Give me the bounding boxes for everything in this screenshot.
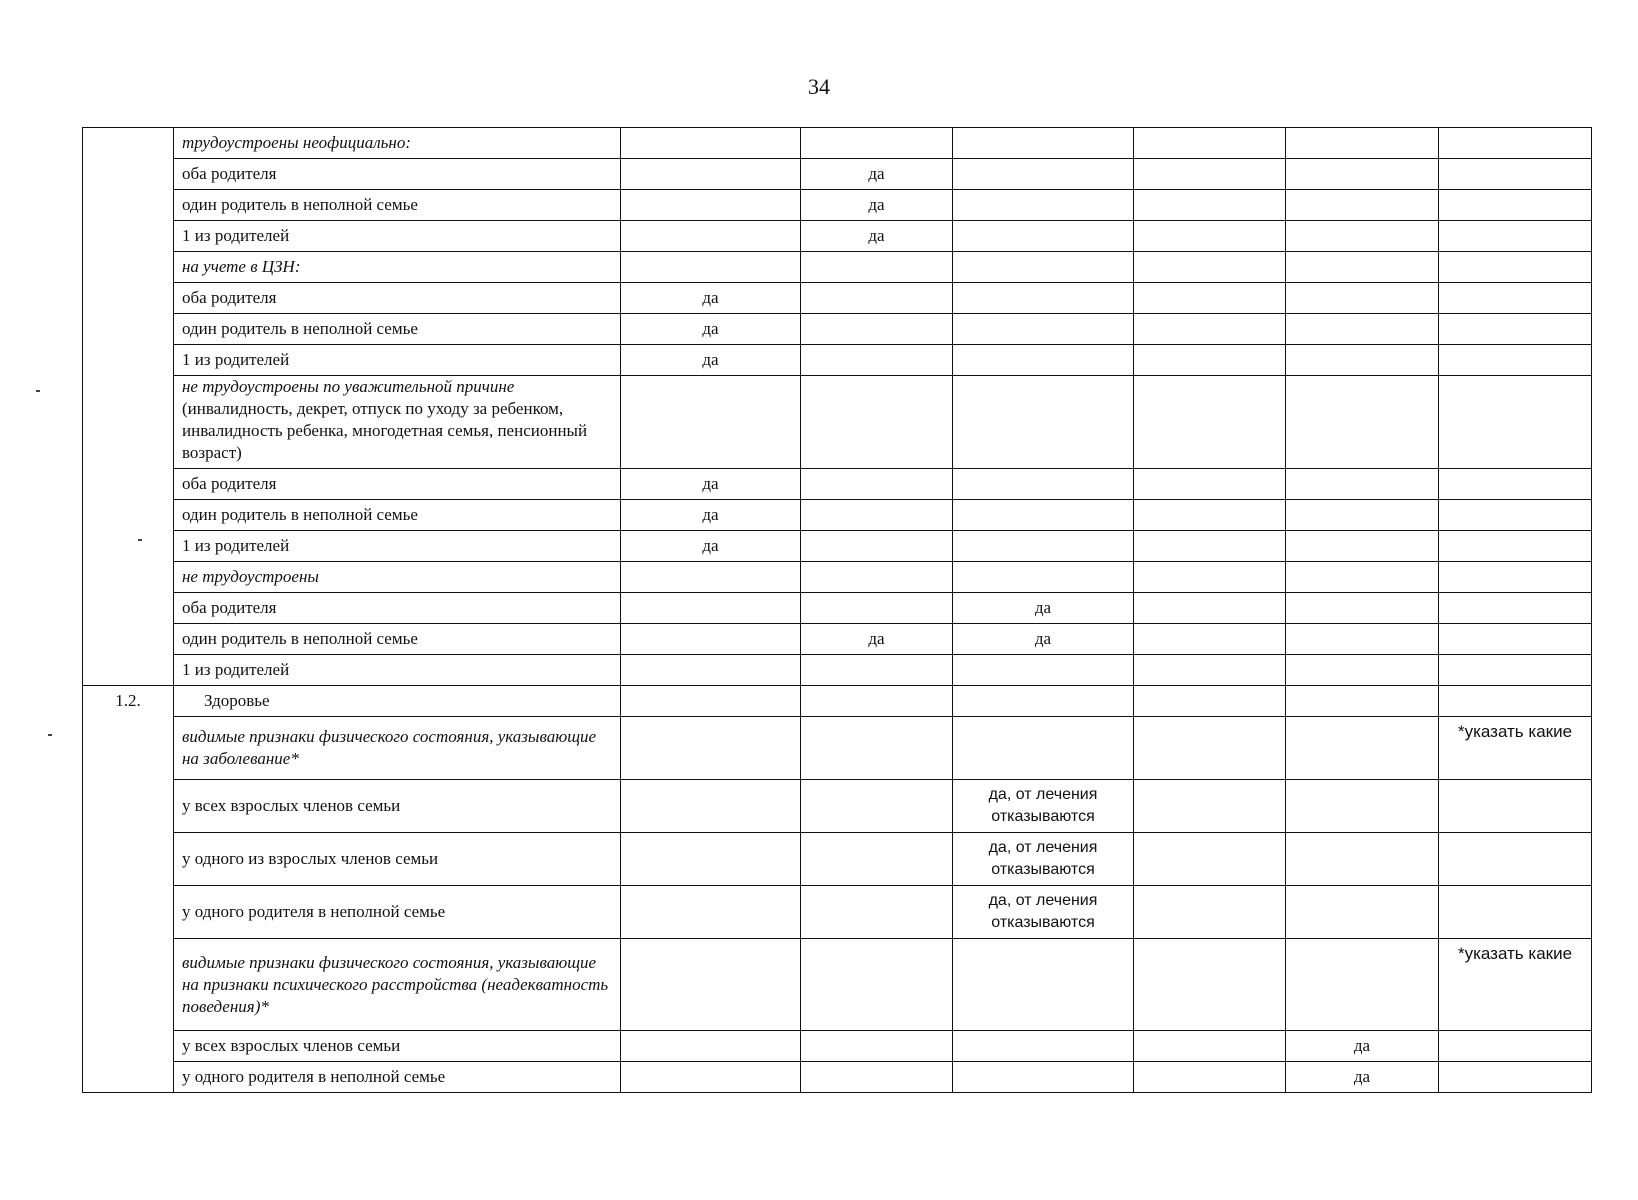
table-row bbox=[83, 314, 1592, 345]
value-cell bbox=[801, 655, 953, 686]
value-cell bbox=[801, 833, 953, 886]
value-cell bbox=[1439, 345, 1592, 376]
value-cell bbox=[801, 1062, 953, 1093]
value-cell bbox=[953, 190, 1134, 221]
value-cell bbox=[621, 1062, 801, 1093]
value-cell bbox=[953, 686, 1134, 717]
value-cell: да bbox=[953, 624, 1134, 655]
value-cell bbox=[953, 469, 1134, 500]
table-row bbox=[83, 780, 1592, 833]
value-cell: да bbox=[801, 159, 953, 190]
value-cell: да bbox=[621, 283, 801, 314]
value-cell bbox=[1286, 190, 1439, 221]
table-row bbox=[83, 531, 1592, 562]
value-cell bbox=[1439, 593, 1592, 624]
value-cell bbox=[1286, 717, 1439, 780]
value-cell bbox=[1134, 1062, 1286, 1093]
table-row bbox=[83, 562, 1592, 593]
value-cell bbox=[621, 686, 801, 717]
value-cell bbox=[1134, 655, 1286, 686]
value-cell bbox=[1439, 833, 1592, 886]
row-label-italic: не трудоустроены по уважительной причине bbox=[182, 377, 515, 396]
row-label-detail: (инвалидность, декрет, отпуск по уходу за ребенком, инвалидность ребенка, многодетная семья, пенсионный возраст) bbox=[182, 399, 588, 462]
note-cell: *указать какие bbox=[1439, 717, 1592, 780]
table-row bbox=[83, 1031, 1592, 1062]
scan-mark bbox=[48, 734, 52, 736]
value-cell bbox=[1134, 283, 1286, 314]
value-cell: да, от лечения отказываются bbox=[953, 833, 1134, 886]
value-cell: да bbox=[621, 314, 801, 345]
value-cell bbox=[621, 159, 801, 190]
value-cell bbox=[1286, 252, 1439, 283]
row-label: на учете в ЦЗН: bbox=[174, 252, 621, 283]
value-cell: да bbox=[621, 469, 801, 500]
value-cell bbox=[1286, 345, 1439, 376]
value-cell: да bbox=[953, 593, 1134, 624]
value-cell bbox=[953, 376, 1134, 469]
value-cell bbox=[953, 531, 1134, 562]
table-row bbox=[83, 624, 1592, 655]
row-label bbox=[174, 376, 621, 469]
value-cell bbox=[1134, 469, 1286, 500]
value-cell bbox=[621, 221, 801, 252]
table-row bbox=[83, 128, 1592, 159]
value-cell bbox=[1134, 345, 1286, 376]
row-label: у одного родителя в неполной семье bbox=[174, 1062, 621, 1093]
value-cell bbox=[1286, 780, 1439, 833]
row-label: видимые признаки физического состояния, указывающие на заболевание* bbox=[174, 717, 621, 780]
value-cell bbox=[1134, 593, 1286, 624]
row-label: видимые признаки физического состояния, указывающие на признаки психического расстройства (неадекватность поведения)* bbox=[174, 939, 621, 1031]
value-cell bbox=[1134, 128, 1286, 159]
value-cell bbox=[1134, 252, 1286, 283]
value-cell: да bbox=[1286, 1062, 1439, 1093]
value-cell bbox=[1439, 469, 1592, 500]
value-cell bbox=[1439, 128, 1592, 159]
value-cell bbox=[621, 190, 801, 221]
row-label: 1 из родителей bbox=[174, 655, 621, 686]
table-row bbox=[83, 283, 1592, 314]
value-cell bbox=[1439, 190, 1592, 221]
scan-mark bbox=[36, 390, 40, 392]
value-cell bbox=[1286, 593, 1439, 624]
table-row bbox=[83, 469, 1592, 500]
value-cell bbox=[1134, 314, 1286, 345]
value-cell bbox=[1439, 562, 1592, 593]
value-cell bbox=[621, 252, 801, 283]
value-cell bbox=[801, 376, 953, 469]
value-cell bbox=[953, 221, 1134, 252]
value-cell bbox=[1286, 469, 1439, 500]
value-cell bbox=[801, 593, 953, 624]
value-cell bbox=[801, 252, 953, 283]
row-label: один родитель в неполной семье bbox=[174, 314, 621, 345]
value-cell: да bbox=[621, 531, 801, 562]
scan-mark bbox=[138, 539, 142, 541]
row-label: у всех взрослых членов семьи bbox=[174, 1031, 621, 1062]
row-label: один родитель в неполной семье bbox=[174, 624, 621, 655]
value-cell bbox=[1134, 190, 1286, 221]
page-number: 34 bbox=[808, 74, 830, 99]
value-cell: да bbox=[801, 221, 953, 252]
table-row bbox=[83, 500, 1592, 531]
table-row bbox=[83, 717, 1592, 780]
value-cell bbox=[801, 500, 953, 531]
value-cell: да bbox=[801, 190, 953, 221]
note-cell: *указать какие bbox=[1439, 939, 1592, 1031]
value-cell bbox=[1439, 886, 1592, 939]
value-cell bbox=[1286, 283, 1439, 314]
value-cell bbox=[1439, 314, 1592, 345]
value-cell: да bbox=[801, 624, 953, 655]
value-cell: да bbox=[621, 500, 801, 531]
value-cell bbox=[621, 780, 801, 833]
value-cell bbox=[953, 655, 1134, 686]
value-cell bbox=[1134, 780, 1286, 833]
value-cell bbox=[1134, 833, 1286, 886]
value-cell bbox=[801, 562, 953, 593]
value-cell bbox=[1286, 314, 1439, 345]
value-cell bbox=[801, 939, 953, 1031]
value-cell bbox=[1439, 624, 1592, 655]
row-label: оба родителя bbox=[174, 469, 621, 500]
row-label: оба родителя bbox=[174, 159, 621, 190]
value-cell bbox=[621, 376, 801, 469]
value-cell bbox=[801, 128, 953, 159]
value-cell bbox=[621, 655, 801, 686]
value-cell bbox=[1439, 159, 1592, 190]
table-row bbox=[83, 159, 1592, 190]
value-cell bbox=[1286, 221, 1439, 252]
value-cell bbox=[621, 624, 801, 655]
value-cell bbox=[1134, 221, 1286, 252]
row-label: 1 из родителей bbox=[174, 345, 621, 376]
value-cell bbox=[1286, 833, 1439, 886]
value-cell bbox=[1439, 655, 1592, 686]
row-label: один родитель в неполной семье bbox=[174, 500, 621, 531]
value-cell bbox=[1439, 780, 1592, 833]
value-cell: да, от лечения отказываются bbox=[953, 780, 1134, 833]
value-cell bbox=[1439, 1031, 1592, 1062]
value-cell bbox=[1286, 886, 1439, 939]
table-row bbox=[83, 593, 1592, 624]
value-cell bbox=[1286, 376, 1439, 469]
table-row bbox=[83, 886, 1592, 939]
row-label: у одного из взрослых членов семьи bbox=[174, 833, 621, 886]
value-cell bbox=[801, 345, 953, 376]
row-label: оба родителя bbox=[174, 593, 621, 624]
value-cell bbox=[1286, 655, 1439, 686]
value-cell bbox=[1286, 562, 1439, 593]
value-cell bbox=[953, 128, 1134, 159]
value-cell bbox=[1134, 624, 1286, 655]
table-row bbox=[83, 345, 1592, 376]
value-cell bbox=[1134, 500, 1286, 531]
value-cell bbox=[1134, 886, 1286, 939]
table-row bbox=[83, 939, 1592, 1031]
value-cell bbox=[953, 314, 1134, 345]
value-cell bbox=[1439, 376, 1592, 469]
value-cell bbox=[621, 593, 801, 624]
table-row bbox=[83, 1062, 1592, 1093]
value-cell: да bbox=[621, 345, 801, 376]
value-cell: да, от лечения отказываются bbox=[953, 886, 1134, 939]
value-cell bbox=[1439, 531, 1592, 562]
value-cell: да bbox=[1286, 1031, 1439, 1062]
value-cell bbox=[1286, 159, 1439, 190]
value-cell bbox=[1286, 531, 1439, 562]
table-row bbox=[83, 655, 1592, 686]
value-cell bbox=[621, 886, 801, 939]
row-label: не трудоустроены bbox=[174, 562, 621, 593]
value-cell bbox=[1134, 376, 1286, 469]
value-cell bbox=[1439, 221, 1592, 252]
value-cell bbox=[1134, 717, 1286, 780]
value-cell bbox=[953, 939, 1134, 1031]
value-cell bbox=[1286, 686, 1439, 717]
value-cell bbox=[801, 283, 953, 314]
table-row bbox=[83, 833, 1592, 886]
assessment-table bbox=[82, 127, 1592, 1093]
value-cell bbox=[621, 833, 801, 886]
value-cell bbox=[1134, 686, 1286, 717]
table-row bbox=[83, 376, 1592, 469]
value-cell bbox=[1439, 686, 1592, 717]
value-cell bbox=[1134, 159, 1286, 190]
value-cell bbox=[953, 345, 1134, 376]
value-cell bbox=[953, 283, 1134, 314]
value-cell bbox=[801, 717, 953, 780]
value-cell bbox=[1286, 939, 1439, 1031]
value-cell bbox=[953, 562, 1134, 593]
value-cell bbox=[621, 128, 801, 159]
value-cell bbox=[801, 531, 953, 562]
value-cell bbox=[1134, 562, 1286, 593]
value-cell bbox=[1286, 500, 1439, 531]
value-cell bbox=[621, 939, 801, 1031]
value-cell bbox=[1439, 252, 1592, 283]
value-cell bbox=[953, 717, 1134, 780]
value-cell bbox=[953, 1031, 1134, 1062]
value-cell bbox=[1134, 1031, 1286, 1062]
value-cell bbox=[953, 500, 1134, 531]
row-label: Здоровье bbox=[174, 686, 621, 717]
section-number-cell: 1.2. bbox=[83, 686, 174, 1093]
value-cell bbox=[953, 252, 1134, 283]
value-cell bbox=[801, 886, 953, 939]
value-cell bbox=[801, 1031, 953, 1062]
value-cell bbox=[801, 314, 953, 345]
table-row bbox=[83, 221, 1592, 252]
section-number-cell bbox=[83, 128, 174, 686]
value-cell bbox=[953, 1062, 1134, 1093]
value-cell bbox=[801, 686, 953, 717]
row-label: 1 из родителей bbox=[174, 531, 621, 562]
value-cell bbox=[953, 159, 1134, 190]
value-cell bbox=[1439, 283, 1592, 314]
table-row bbox=[83, 190, 1592, 221]
value-cell bbox=[621, 717, 801, 780]
row-label: у всех взрослых членов семьи bbox=[174, 780, 621, 833]
row-label: трудоустроены неофициально: bbox=[174, 128, 621, 159]
value-cell bbox=[1134, 939, 1286, 1031]
value-cell bbox=[1439, 1062, 1592, 1093]
table-row bbox=[83, 686, 1592, 717]
value-cell bbox=[801, 780, 953, 833]
value-cell bbox=[1286, 128, 1439, 159]
table-row bbox=[83, 252, 1592, 283]
value-cell bbox=[1286, 624, 1439, 655]
value-cell bbox=[621, 1031, 801, 1062]
value-cell bbox=[621, 562, 801, 593]
value-cell bbox=[1439, 500, 1592, 531]
value-cell bbox=[1134, 531, 1286, 562]
row-label: 1 из родителей bbox=[174, 221, 621, 252]
row-label: у одного родителя в неполной семье bbox=[174, 886, 621, 939]
row-label: оба родителя bbox=[174, 283, 621, 314]
row-label: один родитель в неполной семье bbox=[174, 190, 621, 221]
value-cell bbox=[801, 469, 953, 500]
